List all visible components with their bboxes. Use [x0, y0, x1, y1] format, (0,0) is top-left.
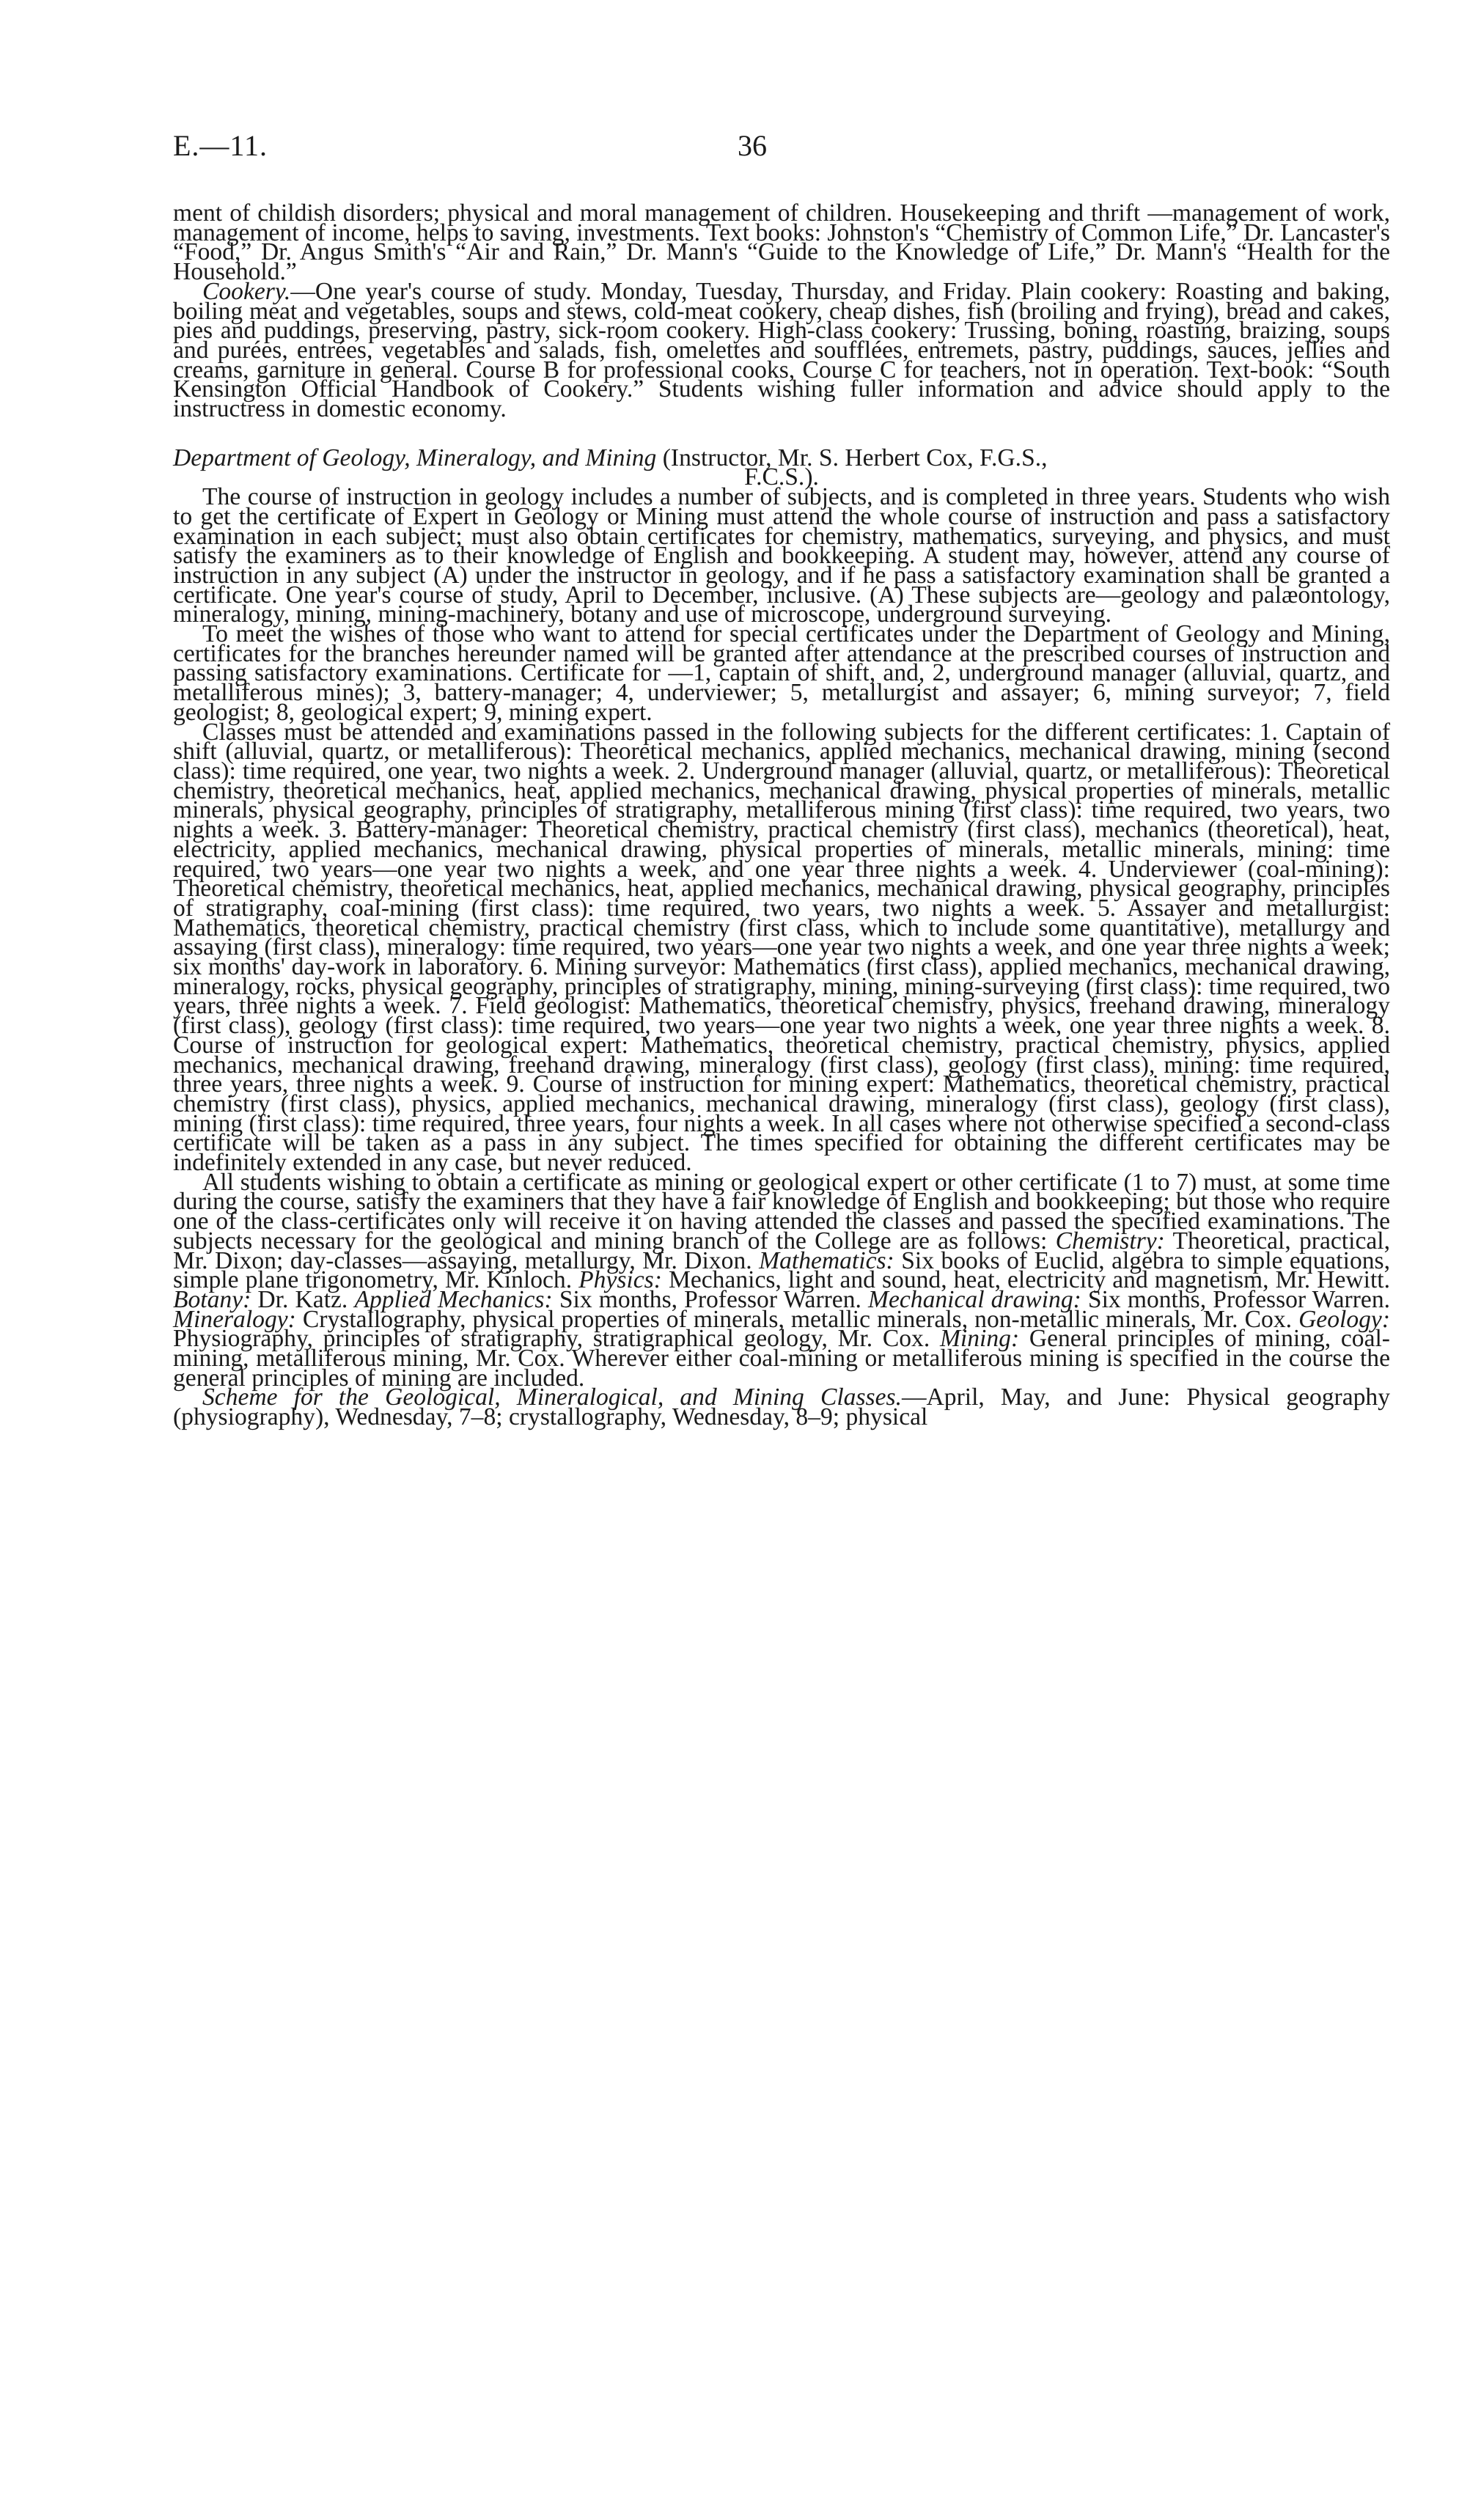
page-header: [173, 128, 1381, 172]
subject-mathematics: Six books of Euclid, algebra to simple equations, simple plane trigonometry, Mr. Kinloch.: [173, 1246, 1390, 1294]
subject-label-mathematics: Mathematics:: [759, 1246, 894, 1274]
subject-label-applied-mechanics: Applied Mechanics:: [354, 1285, 553, 1313]
paragraph-text: The course of instruction in geology includes a number of subjects, and is completed in three years. Students who wish to get the certificate of Expert in Geology or Mining must attend the whole course of instruction and pass a satisfactory examination in each subject; must also obtain certificates for chemistry, mathematics, surveying, and physics, and must satisfy the examiners as to their knowledge of English and bookkeeping. A student may, however, attend any course of instruction in any subject (A) under the instructor in geology, and if he pass a satisfactory examination shall be granted a certificate. One year's course of study, April to December, inclusive. (A) These subjects are—geology and palæontology, mineralogy, mining, mining-machinery, botany and use of microscope, underground surveying.: [173, 483, 1390, 628]
document-body: [173, 199, 1390, 1431]
paragraph-cookery: [173, 277, 1390, 423]
department-instructor-cont: F.C.S.).: [744, 463, 819, 491]
subject-physics: Mechanics, light and sound, heat, electricity and magnetism, Mr. Hewitt.: [661, 1266, 1390, 1294]
subject-label-mineralogy: Mineralogy:: [173, 1305, 296, 1333]
department-instructor: (Instructor, Mr. S. Herbert Cox, F.G.S.,: [656, 444, 1048, 471]
subject-label-physics: Physics:: [578, 1266, 662, 1294]
department-title: Department of Geology, Mineralogy, and Mining: [173, 444, 657, 471]
subject-botany: Dr. Katz.: [251, 1285, 355, 1313]
paragraph-geology-course: [173, 483, 1390, 628]
subject-label-mining: Mining:: [939, 1325, 1020, 1353]
subject-applied-mechanics: Six months, Professor Warren.: [552, 1285, 869, 1313]
paragraph-special-certificates: [173, 620, 1390, 726]
subject-mining: General principles of mining, coal-mining, metalliferous mining, Mr. Cox. Wherever either coal-mining or metalliferous mining is specified in the course the general principles of mining are included.: [173, 1325, 1390, 1392]
cookery-heading: Cookery.: [202, 277, 291, 305]
paragraph-text: ment of childish disorders; physical and moral management of children. Housekeeping and thrift —management of work, management of income, helps to saving, investments. Text books: Johnston's “Chemistry of Common Life,” Dr. Lancaster's “Food,” Dr. Angus Smith's “Air and Rain,” Dr. Mann's “Guide to the Knowledge of Life,” Dr. Mann's “Health for the Household.”: [173, 199, 1390, 286]
subject-label-chemistry: Chemistry:: [1055, 1227, 1165, 1255]
paragraph-scheme: [173, 1384, 1390, 1431]
page-number: 36: [738, 129, 767, 162]
paragraph-text: —April, May, and June: Physical geography (physiography), Wednesday, 7–8; crystallography, Wednesday, 8–9; physical: [173, 1384, 1390, 1431]
subject-mineralogy: Crystallography, physical properties of minerals, metallic minerals, non-metallic minerals, Mr. Cox.: [295, 1305, 1299, 1333]
subject-geology: Physiography, principles of stratigraphy, stratigraphical geology, Mr. Cox.: [173, 1325, 940, 1353]
paragraph-text: Classes must be attended and examinations passed in the following subjects for the different certificates: 1. Captain of shift (alluvial, quartz, or metalliferous): Theoretical mechanics, applied mechanics, mechanical drawing, mining (second class): time required, one year, two nights a week. 2. Underground manager (alluvial, quartz, or metalliferous): Theoretical chemistry, theoretical mechanics, heat, applied mechanics, mechanical drawing, physical properties of minerals, metallic minerals, physical geography, principles of stratigraphy, metalliferous mining (first class): time required, two years, two nights a week. 3. Battery-manager: Theoretical chemistry, practical chemistry (first class), mechanics (theoretical), heat, electricity, applied mechanics, mechanical drawing, physical properties of minerals, metallic minerals, mining: time required, two years—one year two nights a week, and one year three nights a week. 4. Underviewer (coal-mining): Theoretical chemistry, theoretical mechanics, heat, applied mechanics, mechanical drawing, physical geography, principles of stratigraphy, coal-mining (first class): time required, two years, two nights a week. 5. Assayer and metallurgist: Mathematics, theoretical chemistry, practical chemistry (first class, which to include some quantitative), metallurgy and assaying (first class), mineralogy: time required, two years—one year two nights a week, and one year three nights a week; six months' day-work in laboratory. 6. Mining surveyor: Mathematics (first class), applied mechanics, mechanical drawing, mineralogy, rocks, physical geography, principles of stratigraphy, mining, mining-surveying (first class): time required, two years, three nights a week. 7. Field geologist: Mathematics, theoretical chemistry, physics, freehand drawing, mineralogy (first class), geology (first class): time required, two years—one year two nights a week, one year three nights a week. 8. Course of instruction for geological expert: Mathematics, theoretical chemistry, practical chemistry, physics, applied mechanics, mechanical drawing, freehand drawing, mineralogy (first class), geology (first class), mining: time required, three years, three nights a week. 9. Course of instruction for mining expert: Mathematics, theoretical chemistry, practical chemistry (first class), physics, applied mechanics, mechanical drawing, mineralogy (first class), geology (first class), mining (first class): time required, three years, four nights a week. In all cases where not otherwise specified a second-class certificate will be taken as a pass in any subject. The times specified for obtaining the different certificates may be indefinitely extended in any case, but never reduced.: [173, 718, 1390, 1177]
paragraph-subjects: [173, 1168, 1390, 1392]
paragraph-child-management: [173, 199, 1390, 286]
subject-chemistry: Theoretical, practical, Mr. Dixon; day-classes—assaying, metallurgy, Mr. Dixon.: [173, 1227, 1390, 1274]
paragraph-text: To meet the wishes of those who want to attend for special certificates under the Department of Geology and Mining, certificates for the branches hereunder named will be granted after attendance at the prescribed courses of instruction and passing satisfactory examinations. Certificate for —1, captain of shift, and, 2, underground manager (alluvial, quartz, and metalliferous mines); 3, battery-manager; 4, underviewer; 5, metallurgist and assayer; 6, mining surveyor; 7, field geologist; 8, geological expert; 9, mining expert.: [173, 620, 1390, 726]
paragraph-text: —One year's course of study. Monday, Tuesday, Thursday, and Friday. Plain cookery: Roasting and baking, boiling meat and vegetables, soups and stews, cold-meat cookery, cheap dishes, fish (broiling and frying), bread and cakes, pies and puddings, preserving, pastry, sick-room cookery. High-class cookery: Trussing, boning, roasting, braizing, soups and purées, entrées, vegetables and salads, fish, omelettes and soufflées, entremets, pastry, puddings, sauces, jellies and creams, garniture in general. Course B for professional cooks, Course C for teachers, not in operation. Text-book: “South Kensington Official Handbook of Cookery.” Students wishing fuller information and advice should apply to the instructress in domestic economy.: [173, 277, 1390, 423]
scheme-heading: Scheme for the Geological, Mineralogical, and Mining Classes.: [202, 1384, 902, 1411]
subject-label-mechanical-drawing: Mechanical drawing:: [868, 1285, 1081, 1313]
document-reference: E.—11.: [173, 129, 268, 162]
paragraph-text: All students wishing to obtain a certificate as mining or geological expert or other certificate (1 to 7) must, at some time during the course, satisfy the examiners that they have a fair knowledge of English and bookkeeping; but those who require one of the class-certificates only will receive it on having attended the classes and passed the specified examinations. The subjects necessary for the geological and mining branch of the College are as follows:: [173, 1168, 1390, 1255]
subject-label-geology: Geology:: [1298, 1305, 1390, 1333]
subject-mechanical-drawing: Six months, Professor Warren.: [1081, 1285, 1390, 1313]
paragraph-classes-required: [173, 718, 1390, 1177]
subject-label-botany: Botany:: [173, 1285, 251, 1313]
